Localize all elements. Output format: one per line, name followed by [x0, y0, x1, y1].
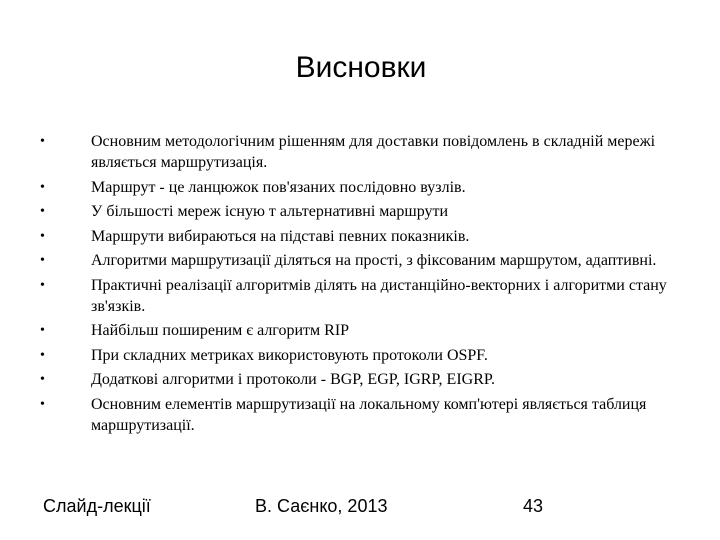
bullet-text: Алгоритми маршрутизації діляться на прості, з фіксованим маршрутом, адаптивні. [91, 252, 657, 269]
bullet-text: Основним методологічним рішенням для доставки повідомлень в складній мережі являється маршрутизація. [91, 133, 656, 171]
bullet-dot-icon: • [40, 372, 45, 387]
bullet-dot-icon: • [40, 134, 45, 149]
footer-author: В. Саєнко, 2013 [255, 496, 388, 516]
bullet-dot-icon: • [40, 347, 45, 363]
bullet-text: Практичні реалізації алгоритмів ділять на дистанційно-векторних і алгоритми стану зв'язків. [91, 276, 667, 315]
page-number: 43 [523, 496, 544, 516]
bullet-text: Додаткові алгоритми і протоколи - BGP, EGP, IGRP, EIGRP. [91, 371, 496, 388]
slide-title: Висновки [295, 51, 427, 84]
bullet-text: У більшості мереж існую т альтернативні маршрути [91, 203, 449, 220]
bullet-text: Маршрути вибираються на підставі певних показників. [91, 227, 470, 245]
bullet-item [0, 345, 720, 366]
bullet-text: Основним елементів маршрутизації на локальному комп'ютері являється таблиця маршрутизації. [91, 395, 647, 434]
bullet-dot-icon: • [40, 253, 45, 268]
bullet-item [0, 394, 720, 436]
bullet-text: Маршрут - це ланцюжок пов'язаних послідовно вузлів. [91, 178, 466, 196]
bullet-item [0, 369, 720, 390]
bullet-list [0, 131, 720, 439]
bullet-item [0, 226, 720, 247]
bullet-dot-icon: • [40, 204, 45, 219]
bullet-dot-icon: • [40, 228, 45, 244]
bullet-item [0, 131, 720, 173]
bullet-dot-icon: • [40, 396, 45, 412]
bullet-item [0, 320, 720, 341]
footer-course-label: Слайд-лекції [43, 496, 151, 516]
bullet-item [0, 177, 720, 198]
bullet-item [0, 250, 720, 271]
bullet-dot-icon: • [40, 277, 45, 293]
bullet-text: Найбільш поширеним є алгоритм RIP [91, 322, 350, 339]
bullet-item [0, 201, 720, 222]
bullet-text: При складних метриках використовують протоколи OSPF. [91, 346, 488, 364]
bullet-dot-icon: • [40, 179, 45, 195]
bullet-dot-icon: • [40, 323, 45, 338]
bullet-item [0, 275, 720, 317]
